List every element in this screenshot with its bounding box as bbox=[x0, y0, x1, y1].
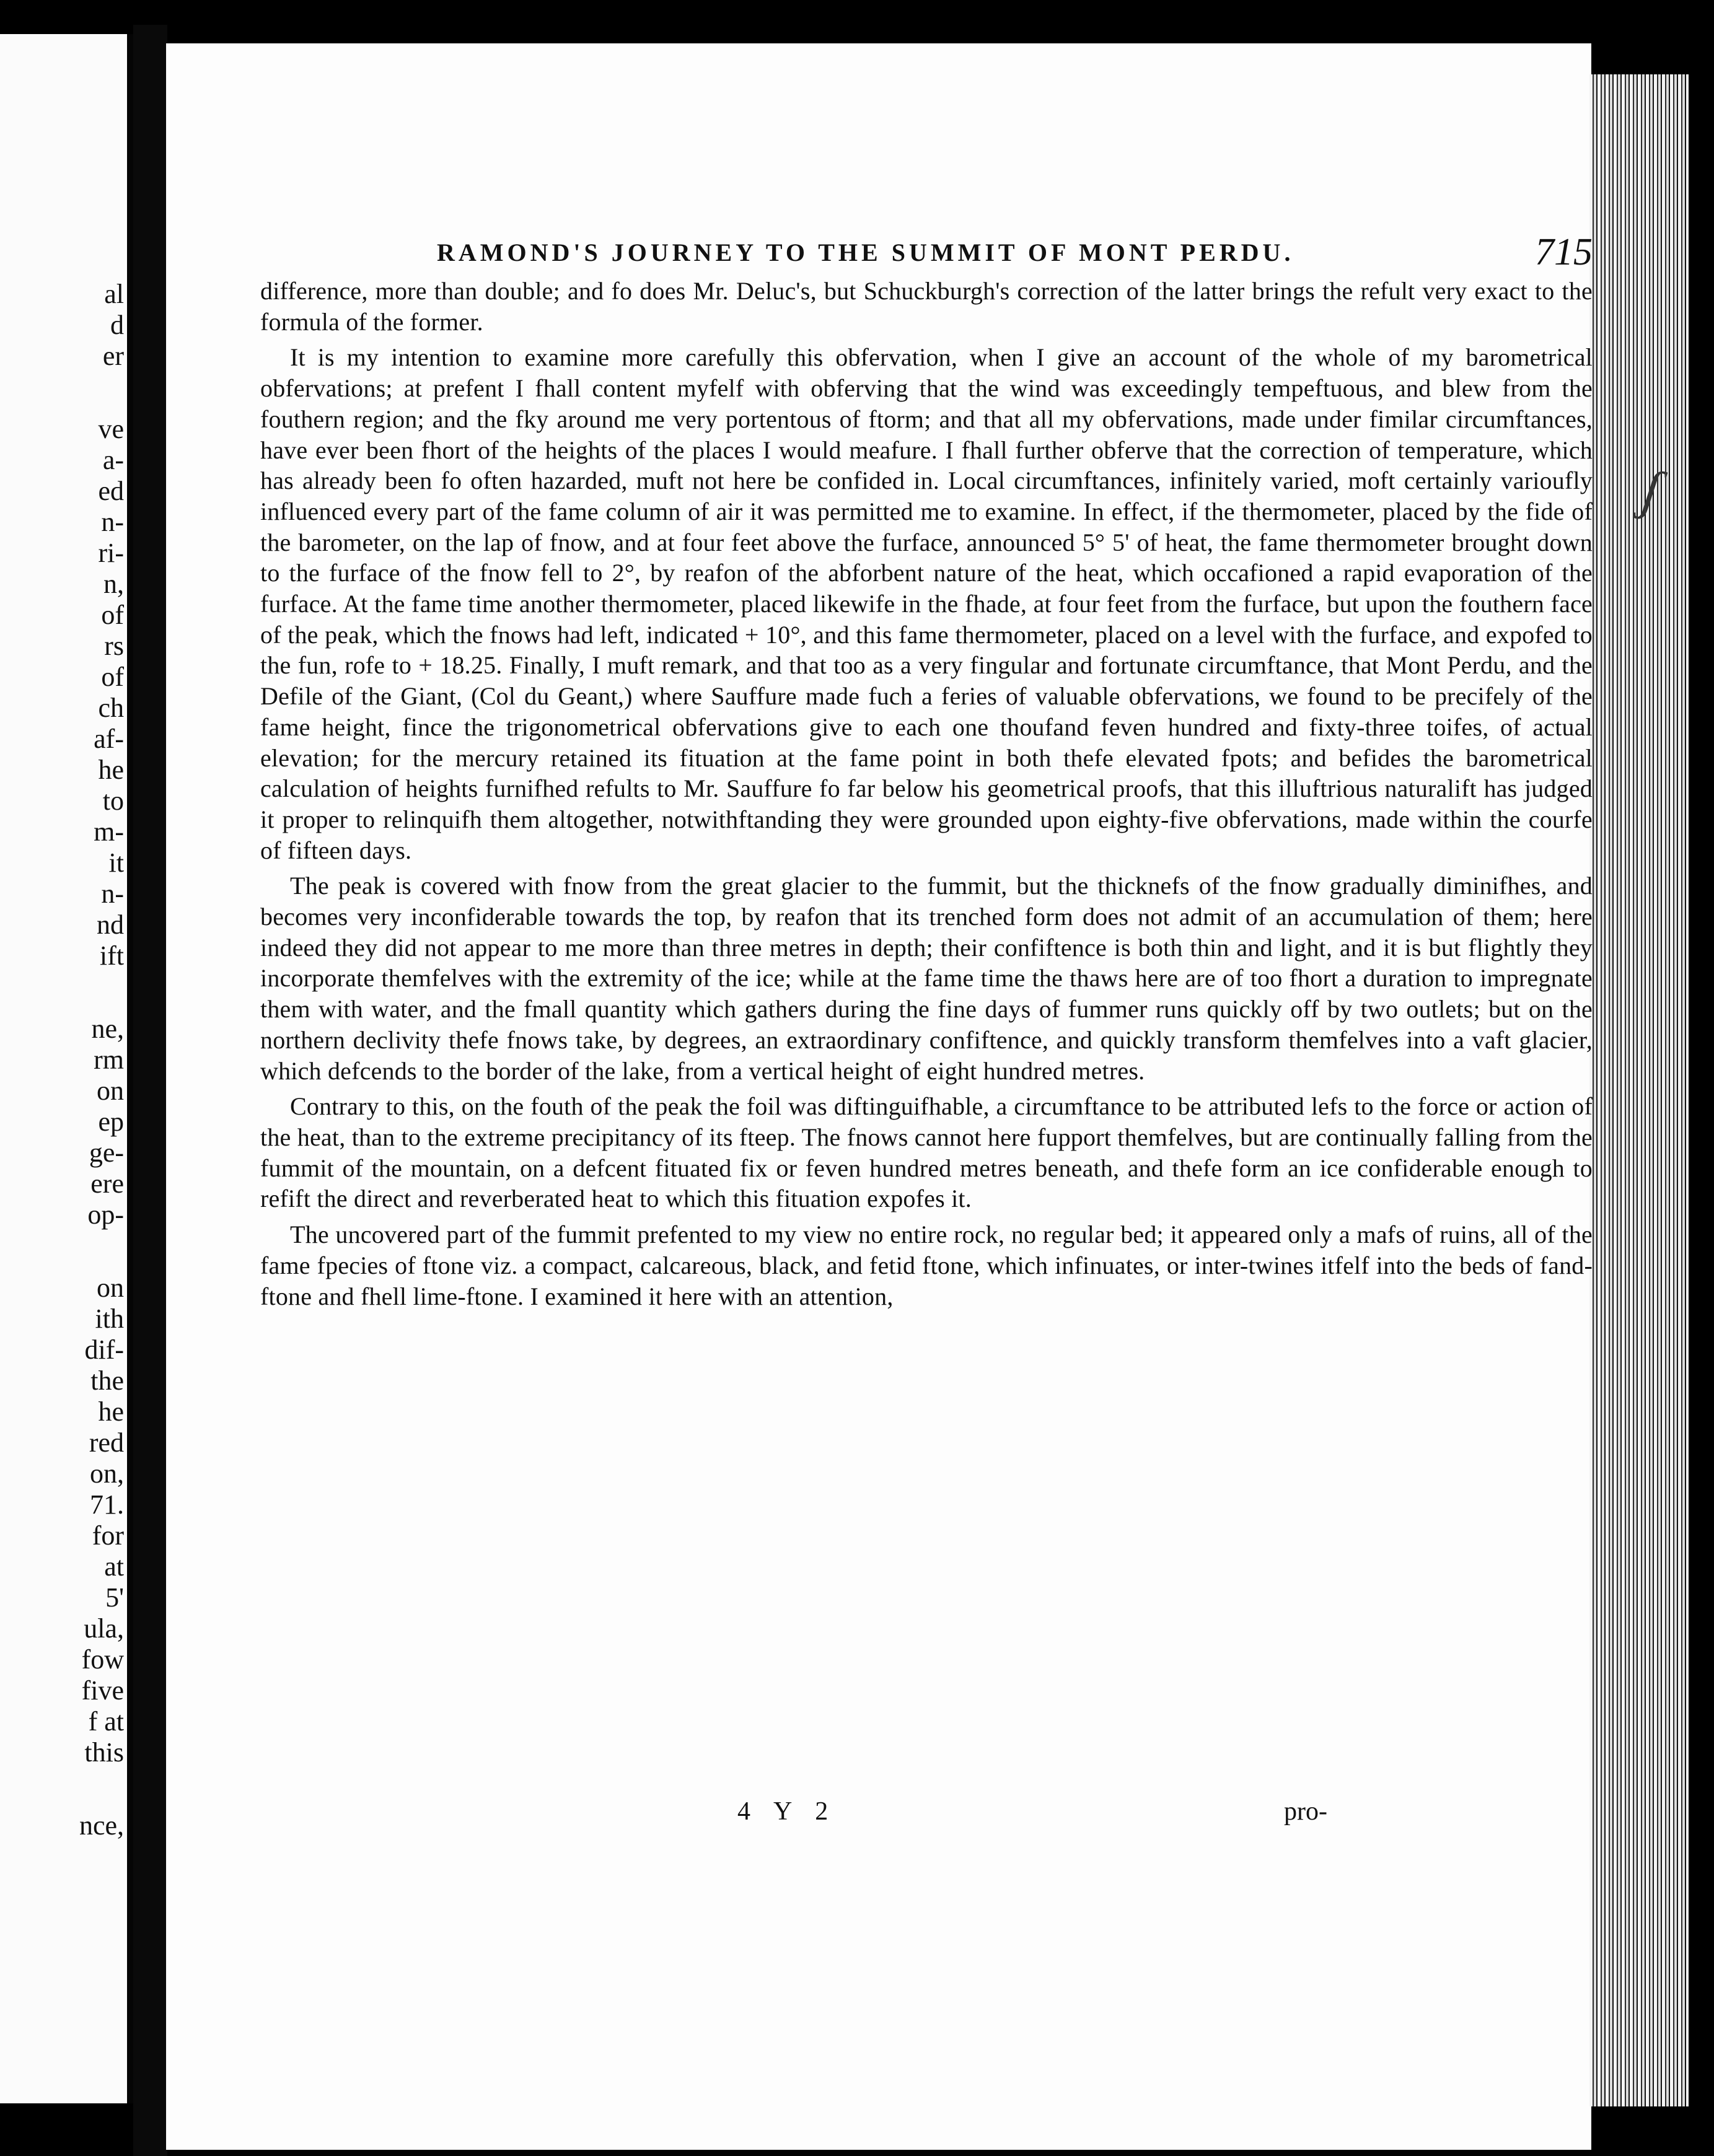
line-end: this bbox=[84, 1737, 124, 1768]
line-end: nd bbox=[97, 909, 124, 940]
previous-page-fragment bbox=[0, 34, 133, 2103]
line-end: n- bbox=[101, 879, 124, 909]
line-end: ri- bbox=[98, 538, 124, 568]
line-end: on bbox=[97, 1273, 124, 1303]
paragraph: The peak is covered with fnow from the great glacier to the fummit, but the thicknefs of the fnow gradually diminifhes, and becomes very inconfiderable towards the top, by reafon that its trenched form does not admit of an accumulation of them; here indeed they did not appear to me more than three metres in depth; their confiftence is both thin and light, and it is but flightly they incorporate themfelves with the extremity of the ice; while at the fame time the thaws here are of too fhort a duration to impregnate them with water, and the fmall quantity which gathers during the fine days of fummer runs quickly off by two outlets; but on the northern declivity thefe fnows take, by degrees, an extraordinary confiftence, and quickly transform themfelves into a vaft glacier, which defcends to the border of the lake, from a vertical height of eight hundred metres. bbox=[260, 872, 1593, 1085]
line-end: on bbox=[97, 1076, 124, 1106]
line-end: ula, bbox=[84, 1613, 124, 1644]
running-title: RAMOND'S JOURNEY TO THE SUMMIT OF MONT PERDU. bbox=[437, 239, 1294, 266]
line-end: er bbox=[102, 341, 124, 371]
line-end: rs bbox=[104, 631, 124, 661]
previous-page-line-ends bbox=[0, 279, 124, 1841]
running-header bbox=[260, 230, 1593, 280]
paragraph: Contrary to this, on the fouth of the peak the foil was diftinguifhable, a circumftance to be attributed lefs to the force or action of the heat, than to the extreme precipitancy of its fteep. The fnows cannot here fupport themfelves, but are continually falling from the fummit of the mountain, on a defcent fituated fix or feven hundred metres beneath, and thefe form an ice confiderable enough to refift the direct and reverberated heat to which this fituation expofes it. bbox=[260, 1092, 1593, 1213]
line-end: op- bbox=[87, 1199, 124, 1230]
line-end: it bbox=[108, 848, 124, 878]
line-end: he bbox=[98, 755, 124, 785]
line-end: ge- bbox=[89, 1137, 124, 1168]
line-end: fow bbox=[81, 1644, 124, 1675]
line-end: on, bbox=[90, 1458, 124, 1489]
line-end: 71. bbox=[90, 1489, 124, 1520]
line-end: af- bbox=[94, 724, 124, 754]
line-end: n- bbox=[101, 507, 124, 537]
line-end: dif- bbox=[84, 1334, 124, 1365]
line-end bbox=[0, 1230, 124, 1273]
line-end: 5' bbox=[105, 1582, 124, 1613]
paragraph: It is my intention to examine more carefully this obfervation, when I give an account of the whole of my barometrical obfervations; at prefent I fhall content myfelf with obferving that the wind was exceedingly tempeftuous, and blew from the fouthern region; and the fky around me very portentous of ftorm; and that all my obfervations, made under fimilar circumftances, have ever been fhort of the heights of the places I would meafure. I fhall further obferve that the correction of temperature, which has already been fo often hazarded, muft not here be confided in. Local circumftances, infinitely varied, moft certainly varioufly influenced every part of the fame column of air it was permitted me to examine. In effect, if the thermometer, placed by the fide of the barometer, on the lap of fnow, and at four feet above the furface, announced 5° 5' of heat, the fame thermometer brought down to the furface of the fnow fell to 2°, by reafon of the abforbent nature of the heat, which occafioned a rapid evaporation of the furface. At the fame time another thermometer, placed likewife in the fhade, at four feet from the furface, but upon the fouthern face of the peak, which the fnows had left, indicated + 10°, and this fame thermometer, placed on a level with the furface, and expofed to the fun, rofe to + 18.25. Finally, I muft remark, and that too as a very fingular and fortunate circumftance, that Mont Perdu, and the Defile of the Giant, (Col du Geant,) where Sauffure made fuch a feries of valuable obfervations, we found to be precifely of the fame height, fince the trigonometrical obfervations give to each one thoufand feven hundred and fixty-three toifes, of actual elevation; for the mercury retained its fituation at the fame point in both thefe elevated fpots; and befides the barometrical calculation of heights furnifhed refults to Mr. Sauffure fo far below his geometrical proofs, that this illuftrious naturalift has judged it proper to relinquifh them altogether, notwithftanding they were grounded upon eighty-five obfervations, made within the courfe of fifteen days. bbox=[260, 343, 1593, 864]
catchword: pro- bbox=[1284, 1797, 1327, 1826]
line-end: for bbox=[92, 1520, 124, 1551]
page-number: 715 bbox=[1535, 231, 1593, 273]
line-end: f at bbox=[88, 1706, 124, 1737]
body-text bbox=[260, 276, 1593, 1312]
line-end: of bbox=[101, 600, 124, 630]
signature-mark: 4 Y 2 bbox=[737, 1797, 837, 1826]
line-end: to bbox=[102, 786, 124, 816]
book-page-edges bbox=[1589, 74, 1689, 2106]
line-end: he bbox=[98, 1396, 124, 1427]
line-end: ed bbox=[98, 476, 124, 506]
line-end: five bbox=[81, 1675, 124, 1706]
line-end: a- bbox=[102, 445, 124, 475]
line-end: d bbox=[110, 310, 124, 340]
line-end: ere bbox=[90, 1168, 124, 1199]
line-end: of bbox=[101, 662, 124, 692]
line-end: al bbox=[104, 279, 124, 309]
line-end: ch bbox=[98, 693, 124, 723]
paragraph: difference, more than double; and fo does Mr. Deluc's, but Schuckburgh's correction of the latter brings the refult very exact to the formula of the former. bbox=[260, 277, 1593, 336]
line-end: the bbox=[90, 1365, 124, 1396]
line-end: ep bbox=[98, 1106, 124, 1137]
line-end bbox=[0, 971, 124, 1014]
line-end bbox=[0, 372, 124, 414]
line-end: red bbox=[89, 1427, 124, 1458]
line-end: ve bbox=[98, 414, 124, 444]
line-end: at bbox=[104, 1551, 124, 1582]
paragraph: The uncovered part of the fummit prefented to my view no entire rock, no regular bed; it appeared only a mafs of ruins, all of the fame fpecies of ftone viz. a compact, calcareous, black, and fetid ftone, which infinuates, or inter-twines itfelf into the beds of fand-ftone and fhell lime-ftone. I examined it here with an attention, bbox=[260, 1220, 1593, 1310]
book-gutter bbox=[133, 25, 167, 2156]
line-end: ift bbox=[99, 940, 124, 971]
line-end: rm bbox=[94, 1045, 124, 1075]
line-end: m- bbox=[94, 817, 124, 847]
line-end: ne, bbox=[91, 1014, 124, 1044]
line-end: ith bbox=[95, 1304, 124, 1334]
page-edge-mark: ʃ bbox=[1639, 458, 1664, 522]
line-end: nce, bbox=[79, 1810, 124, 1841]
line-end: n, bbox=[103, 569, 124, 599]
line-end bbox=[0, 1768, 124, 1810]
